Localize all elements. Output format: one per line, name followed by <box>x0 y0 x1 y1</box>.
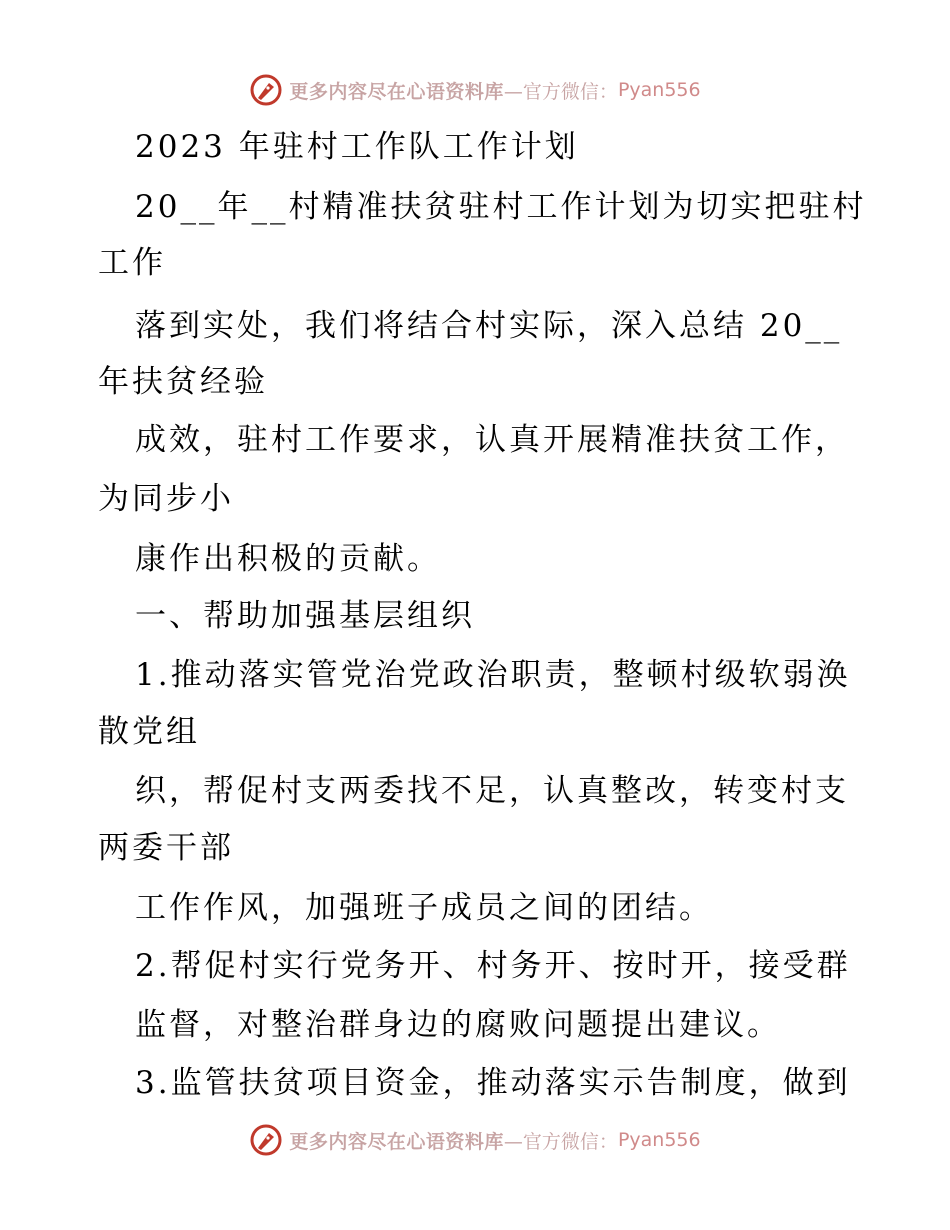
watermark-sub-text: —官方微信： <box>503 1130 618 1153</box>
paragraph-line: 两委干部 <box>98 830 234 866</box>
paragraph-line: 散党组 <box>98 714 200 750</box>
pen-nib-circle-icon <box>249 1123 283 1157</box>
paragraph-line: 监督，对整治群身边的腐败问题提出建议。 <box>135 1007 781 1043</box>
paragraph-line: 为同步小 <box>98 481 234 517</box>
paragraph-line: 2.帮促村实行党务开、村务开、按时开，接受群 <box>135 948 851 984</box>
paragraph-line: 年扶贫经验 <box>98 364 268 400</box>
paragraph-line: 3.监管扶贫项目资金，推动落实示告制度，做到 <box>135 1065 851 1101</box>
paragraph-line: 1.推动落实管党治党政治职责，整顿村级软弱涣 <box>135 657 851 693</box>
paragraph-line: 20__年__村精准扶贫驻村工作计划为切实把驻村 <box>135 189 867 225</box>
watermark-main-text: 更多内容尽在心语资料库 <box>289 80 504 103</box>
section-heading: 一、帮助加强基层组织 <box>135 598 475 634</box>
watermark-main-text: 更多内容尽在心语资料库 <box>289 1130 504 1153</box>
paragraph-line: 康作出积极的贡献。 <box>135 541 441 577</box>
watermark-wechat-id: Pyan556 <box>617 1129 701 1151</box>
paragraph-line: 落到实处，我们将结合村实际，深入总结 20__ <box>135 308 843 344</box>
watermark-footer <box>0 1120 950 1160</box>
watermark-sub-text: —官方微信： <box>503 80 618 103</box>
paragraph-line: 工作作风，加强班子成员之间的团结。 <box>135 890 713 926</box>
paragraph-line: 成效，驻村工作要求，认真开展精准扶贫工作， <box>135 422 849 458</box>
document-title: 2023 年驻村工作队工作计划 <box>135 129 579 165</box>
watermark-wechat-id: Pyan556 <box>617 79 701 101</box>
paragraph-line: 织，帮促村支两委找不足，认真整改，转变村支 <box>135 773 849 809</box>
paragraph-line: 工作 <box>98 245 166 281</box>
